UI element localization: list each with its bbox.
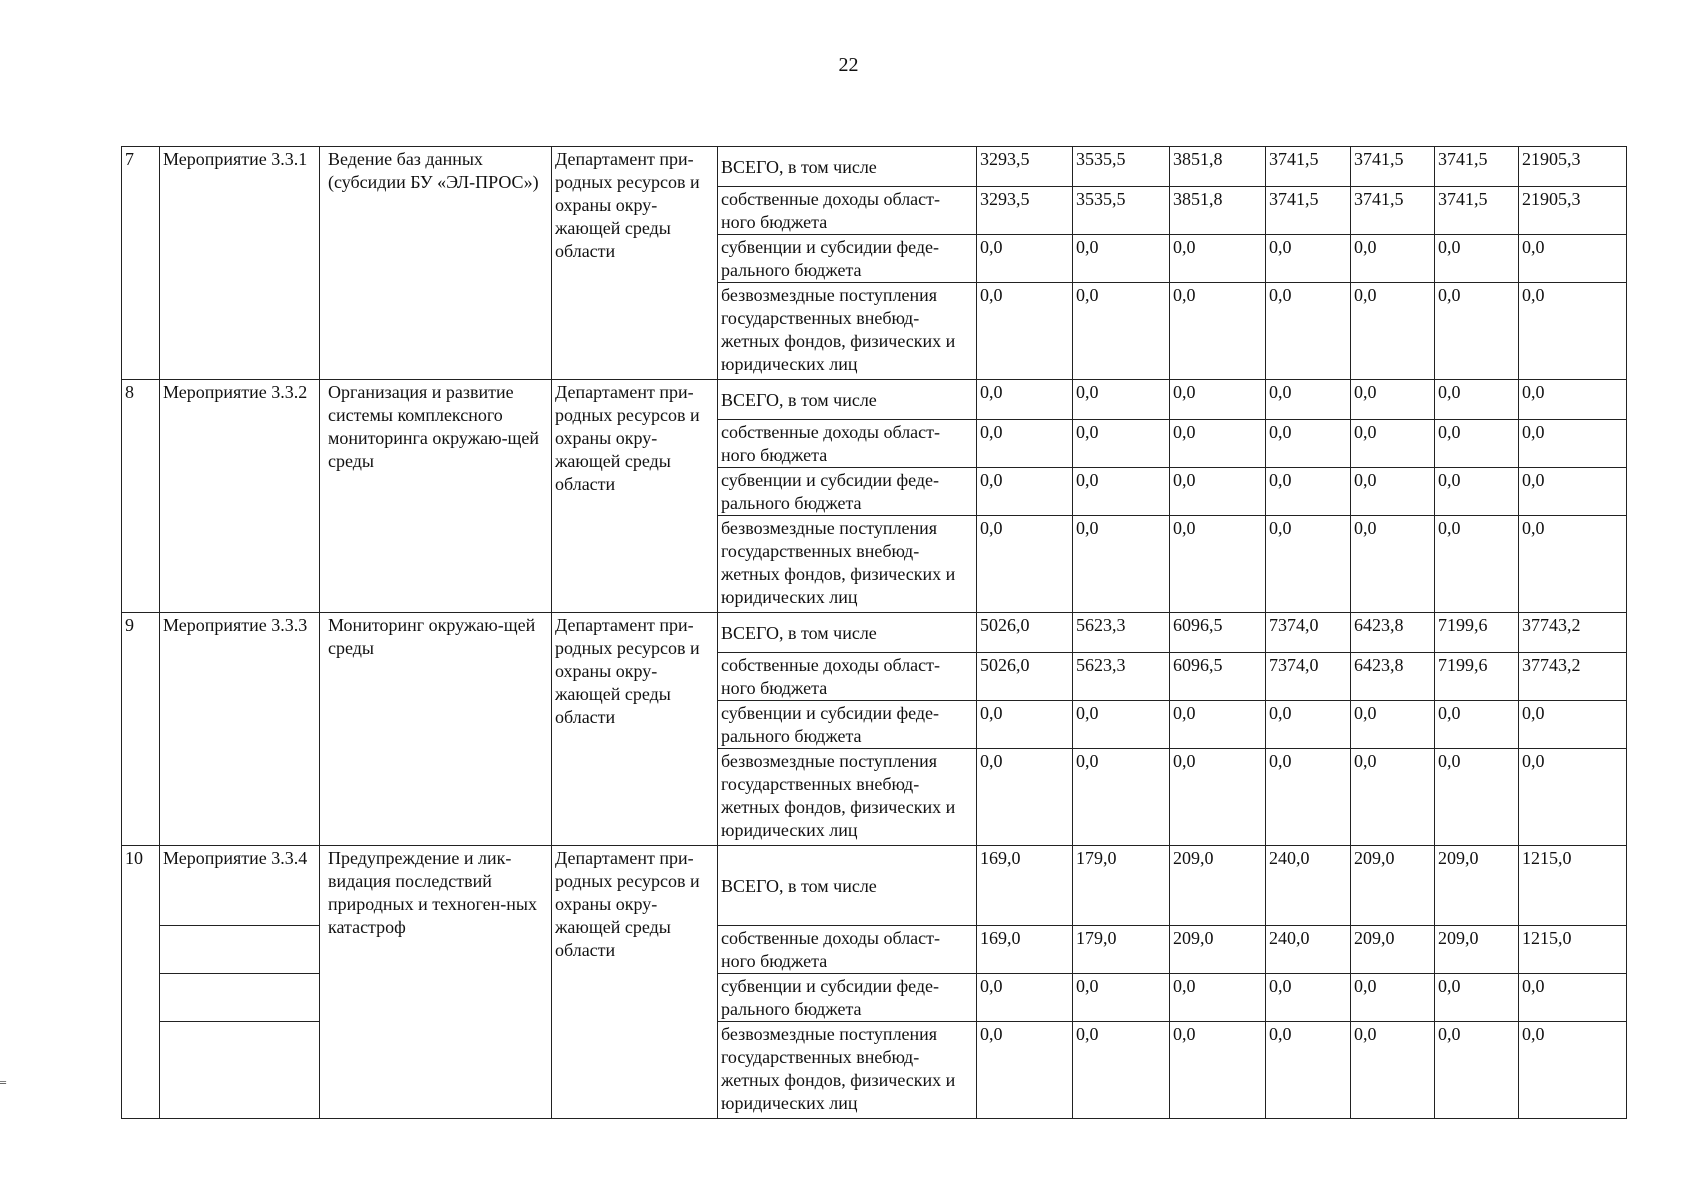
funding-source-cell: субвенции и субсидии феде-рального бюджета <box>718 235 977 283</box>
value-cell: 0,0 <box>1435 380 1519 420</box>
value-cell: 3741,5 <box>1351 147 1435 187</box>
value-cell: 0,0 <box>977 420 1073 468</box>
value-cell: 0,0 <box>977 235 1073 283</box>
funding-source-cell: ВСЕГО, в том числе <box>718 147 977 187</box>
value-cell: 0,0 <box>1266 420 1351 468</box>
measure-cell: Мероприятие 3.3.3 <box>160 613 320 846</box>
value-cell: 3851,8 <box>1170 147 1266 187</box>
value-cell: 0,0 <box>1351 420 1435 468</box>
value-cell: 0,0 <box>1351 749 1435 846</box>
value-cell: 0,0 <box>1073 235 1170 283</box>
funding-source-cell: безвозмездные поступления государственных внебюд-жетных фондов, физических и юридических лиц <box>718 283 977 380</box>
value-cell: 6096,5 <box>1170 613 1266 653</box>
value-cell: 1215,0 <box>1519 926 1627 974</box>
funding-source-cell: субвенции и субсидии феде-рального бюджета <box>718 468 977 516</box>
value-cell: 6423,8 <box>1351 613 1435 653</box>
value-cell: 0,0 <box>1266 974 1351 1022</box>
value-cell: 0,0 <box>1519 380 1627 420</box>
value-cell: 0,0 <box>1351 701 1435 749</box>
value-cell: 0,0 <box>1519 1022 1627 1119</box>
value-cell: 0,0 <box>1073 468 1170 516</box>
value-cell: 0,0 <box>1266 283 1351 380</box>
value-cell: 0,0 <box>1519 701 1627 749</box>
table-row <box>122 147 1627 187</box>
measure-name-cell: Ведение баз данных (субсидии БУ «ЭЛ-ПРОС») <box>320 147 552 380</box>
value-cell: 240,0 <box>1266 926 1351 974</box>
value-cell: 169,0 <box>977 926 1073 974</box>
budget-table-body <box>122 147 1627 1119</box>
value-cell: 3293,5 <box>977 187 1073 235</box>
row-number: 8 <box>122 380 160 613</box>
value-cell: 209,0 <box>1351 926 1435 974</box>
value-cell: 37743,2 <box>1519 653 1627 701</box>
value-cell: 3535,5 <box>1073 147 1170 187</box>
value-cell: 0,0 <box>1351 974 1435 1022</box>
value-cell: 6096,5 <box>1170 653 1266 701</box>
value-cell: 0,0 <box>1073 1022 1170 1119</box>
value-cell: 209,0 <box>1435 846 1519 926</box>
measure-name-cell: Мониторинг окружаю-щей среды <box>320 613 552 846</box>
value-cell: 209,0 <box>1170 846 1266 926</box>
value-cell: 21905,3 <box>1519 147 1627 187</box>
table-row <box>122 380 1627 420</box>
value-cell: 3535,5 <box>1073 187 1170 235</box>
value-cell: 0,0 <box>1170 974 1266 1022</box>
value-cell: 0,0 <box>1073 516 1170 613</box>
value-cell: 169,0 <box>977 846 1073 926</box>
value-cell: 0,0 <box>1170 420 1266 468</box>
value-cell: 7199,6 <box>1435 653 1519 701</box>
value-cell: 179,0 <box>1073 926 1170 974</box>
value-cell: 0,0 <box>1073 420 1170 468</box>
value-cell: 5623,3 <box>1073 613 1170 653</box>
executor-cell: Департамент при-родных ресурсов и охраны окру-жающей среды области <box>552 846 718 1119</box>
value-cell: 0,0 <box>1519 420 1627 468</box>
value-cell: 0,0 <box>1351 235 1435 283</box>
value-cell: 1215,0 <box>1519 846 1627 926</box>
row-number: 7 <box>122 147 160 380</box>
row-number: 10 <box>122 846 160 1119</box>
value-cell: 0,0 <box>1266 468 1351 516</box>
value-cell: 0,0 <box>977 468 1073 516</box>
funding-source-cell: ВСЕГО, в том числе <box>718 846 977 926</box>
value-cell: 0,0 <box>1435 701 1519 749</box>
margin-mark: ═ <box>0 1078 7 1089</box>
value-cell: 3741,5 <box>1266 187 1351 235</box>
budget-table <box>121 146 1627 1119</box>
value-cell: 0,0 <box>1435 749 1519 846</box>
value-cell: 0,0 <box>1435 283 1519 380</box>
value-cell: 209,0 <box>1351 846 1435 926</box>
funding-source-cell: безвозмездные поступления государственных внебюд-жетных фондов, физических и юридических лиц <box>718 516 977 613</box>
value-cell: 0,0 <box>1519 235 1627 283</box>
value-cell: 0,0 <box>1519 516 1627 613</box>
value-cell: 240,0 <box>1266 846 1351 926</box>
value-cell: 6423,8 <box>1351 653 1435 701</box>
measure-name-cell: Организация и развитие системы комплексного мониторинга окружаю-щей среды <box>320 380 552 613</box>
table-row <box>122 613 1627 653</box>
value-cell: 0,0 <box>1170 380 1266 420</box>
value-cell: 0,0 <box>977 701 1073 749</box>
value-cell: 0,0 <box>1170 749 1266 846</box>
value-cell: 0,0 <box>1435 516 1519 613</box>
value-cell: 7199,6 <box>1435 613 1519 653</box>
value-cell: 0,0 <box>1351 516 1435 613</box>
funding-source-cell: безвозмездные поступления государственных внебюд-жетных фондов, физических и юридических лиц <box>718 1022 977 1119</box>
value-cell: 0,0 <box>977 974 1073 1022</box>
value-cell: 7374,0 <box>1266 613 1351 653</box>
value-cell: 0,0 <box>1435 468 1519 516</box>
value-cell: 0,0 <box>1435 1022 1519 1119</box>
value-cell: 209,0 <box>1170 926 1266 974</box>
measure-cell: Мероприятие 3.3.1 <box>160 147 320 380</box>
funding-source-cell: ВСЕГО, в том числе <box>718 613 977 653</box>
value-cell: 3741,5 <box>1435 187 1519 235</box>
value-cell: 0,0 <box>1170 283 1266 380</box>
funding-source-cell: собственные доходы област-ного бюджета <box>718 187 977 235</box>
value-cell: 0,0 <box>1073 283 1170 380</box>
value-cell: 0,0 <box>1266 701 1351 749</box>
value-cell: 0,0 <box>1351 380 1435 420</box>
value-cell: 0,0 <box>1519 749 1627 846</box>
funding-source-cell: безвозмездные поступления государственных внебюд-жетных фондов, физических и юридических лиц <box>718 749 977 846</box>
funding-source-cell: собственные доходы област-ного бюджета <box>718 926 977 974</box>
value-cell: 0,0 <box>1266 1022 1351 1119</box>
value-cell: 3741,5 <box>1266 147 1351 187</box>
value-cell: 0,0 <box>1519 283 1627 380</box>
value-cell: 0,0 <box>1073 380 1170 420</box>
measure-cell: Мероприятие 3.3.2 <box>160 380 320 613</box>
value-cell: 0,0 <box>977 749 1073 846</box>
funding-source-cell: субвенции и субсидии феде-рального бюджета <box>718 974 977 1022</box>
row-number: 9 <box>122 613 160 846</box>
value-cell: 0,0 <box>1073 749 1170 846</box>
value-cell: 0,0 <box>1351 468 1435 516</box>
value-cell: 3293,5 <box>977 147 1073 187</box>
empty-measure-cell <box>160 926 320 974</box>
value-cell: 0,0 <box>1266 380 1351 420</box>
value-cell: 0,0 <box>1435 420 1519 468</box>
value-cell: 3741,5 <box>1435 147 1519 187</box>
value-cell: 3741,5 <box>1351 187 1435 235</box>
value-cell: 0,0 <box>1435 235 1519 283</box>
value-cell: 0,0 <box>1266 235 1351 283</box>
measure-cell: Мероприятие 3.3.4 <box>160 846 320 926</box>
value-cell: 0,0 <box>1170 235 1266 283</box>
value-cell: 0,0 <box>977 380 1073 420</box>
table-row <box>122 846 1627 926</box>
value-cell: 0,0 <box>977 283 1073 380</box>
empty-measure-cell <box>160 974 320 1022</box>
value-cell: 7374,0 <box>1266 653 1351 701</box>
value-cell: 0,0 <box>1351 1022 1435 1119</box>
funding-source-cell: ВСЕГО, в том числе <box>718 380 977 420</box>
value-cell: 0,0 <box>977 1022 1073 1119</box>
funding-source-cell: субвенции и субсидии феде-рального бюджета <box>718 701 977 749</box>
page-number: 22 <box>838 54 859 76</box>
value-cell: 3851,8 <box>1170 187 1266 235</box>
measure-name-cell: Предупреждение и лик-видация последствий природных и техноген-ных катастроф <box>320 846 552 1119</box>
value-cell: 0,0 <box>1170 701 1266 749</box>
funding-source-cell: собственные доходы област-ного бюджета <box>718 420 977 468</box>
value-cell: 0,0 <box>1170 1022 1266 1119</box>
value-cell: 209,0 <box>1435 926 1519 974</box>
value-cell: 179,0 <box>1073 846 1170 926</box>
value-cell: 0,0 <box>1266 749 1351 846</box>
value-cell: 21905,3 <box>1519 187 1627 235</box>
executor-cell: Департамент при-родных ресурсов и охраны окру-жающей среды области <box>552 380 718 613</box>
value-cell: 0,0 <box>1351 283 1435 380</box>
value-cell: 0,0 <box>1073 974 1170 1022</box>
value-cell: 0,0 <box>1435 974 1519 1022</box>
value-cell: 5026,0 <box>977 653 1073 701</box>
value-cell: 0,0 <box>1170 516 1266 613</box>
value-cell: 5026,0 <box>977 613 1073 653</box>
value-cell: 37743,2 <box>1519 613 1627 653</box>
value-cell: 0,0 <box>1266 516 1351 613</box>
executor-cell: Департамент при-родных ресурсов и охраны окру-жающей среды области <box>552 613 718 846</box>
value-cell: 0,0 <box>977 516 1073 613</box>
empty-measure-cell <box>160 1022 320 1119</box>
funding-source-cell: собственные доходы област-ного бюджета <box>718 653 977 701</box>
value-cell: 0,0 <box>1073 701 1170 749</box>
value-cell: 0,0 <box>1519 468 1627 516</box>
value-cell: 5623,3 <box>1073 653 1170 701</box>
value-cell: 0,0 <box>1170 468 1266 516</box>
executor-cell: Департамент при-родных ресурсов и охраны окру-жающей среды области <box>552 147 718 380</box>
value-cell: 0,0 <box>1519 974 1627 1022</box>
